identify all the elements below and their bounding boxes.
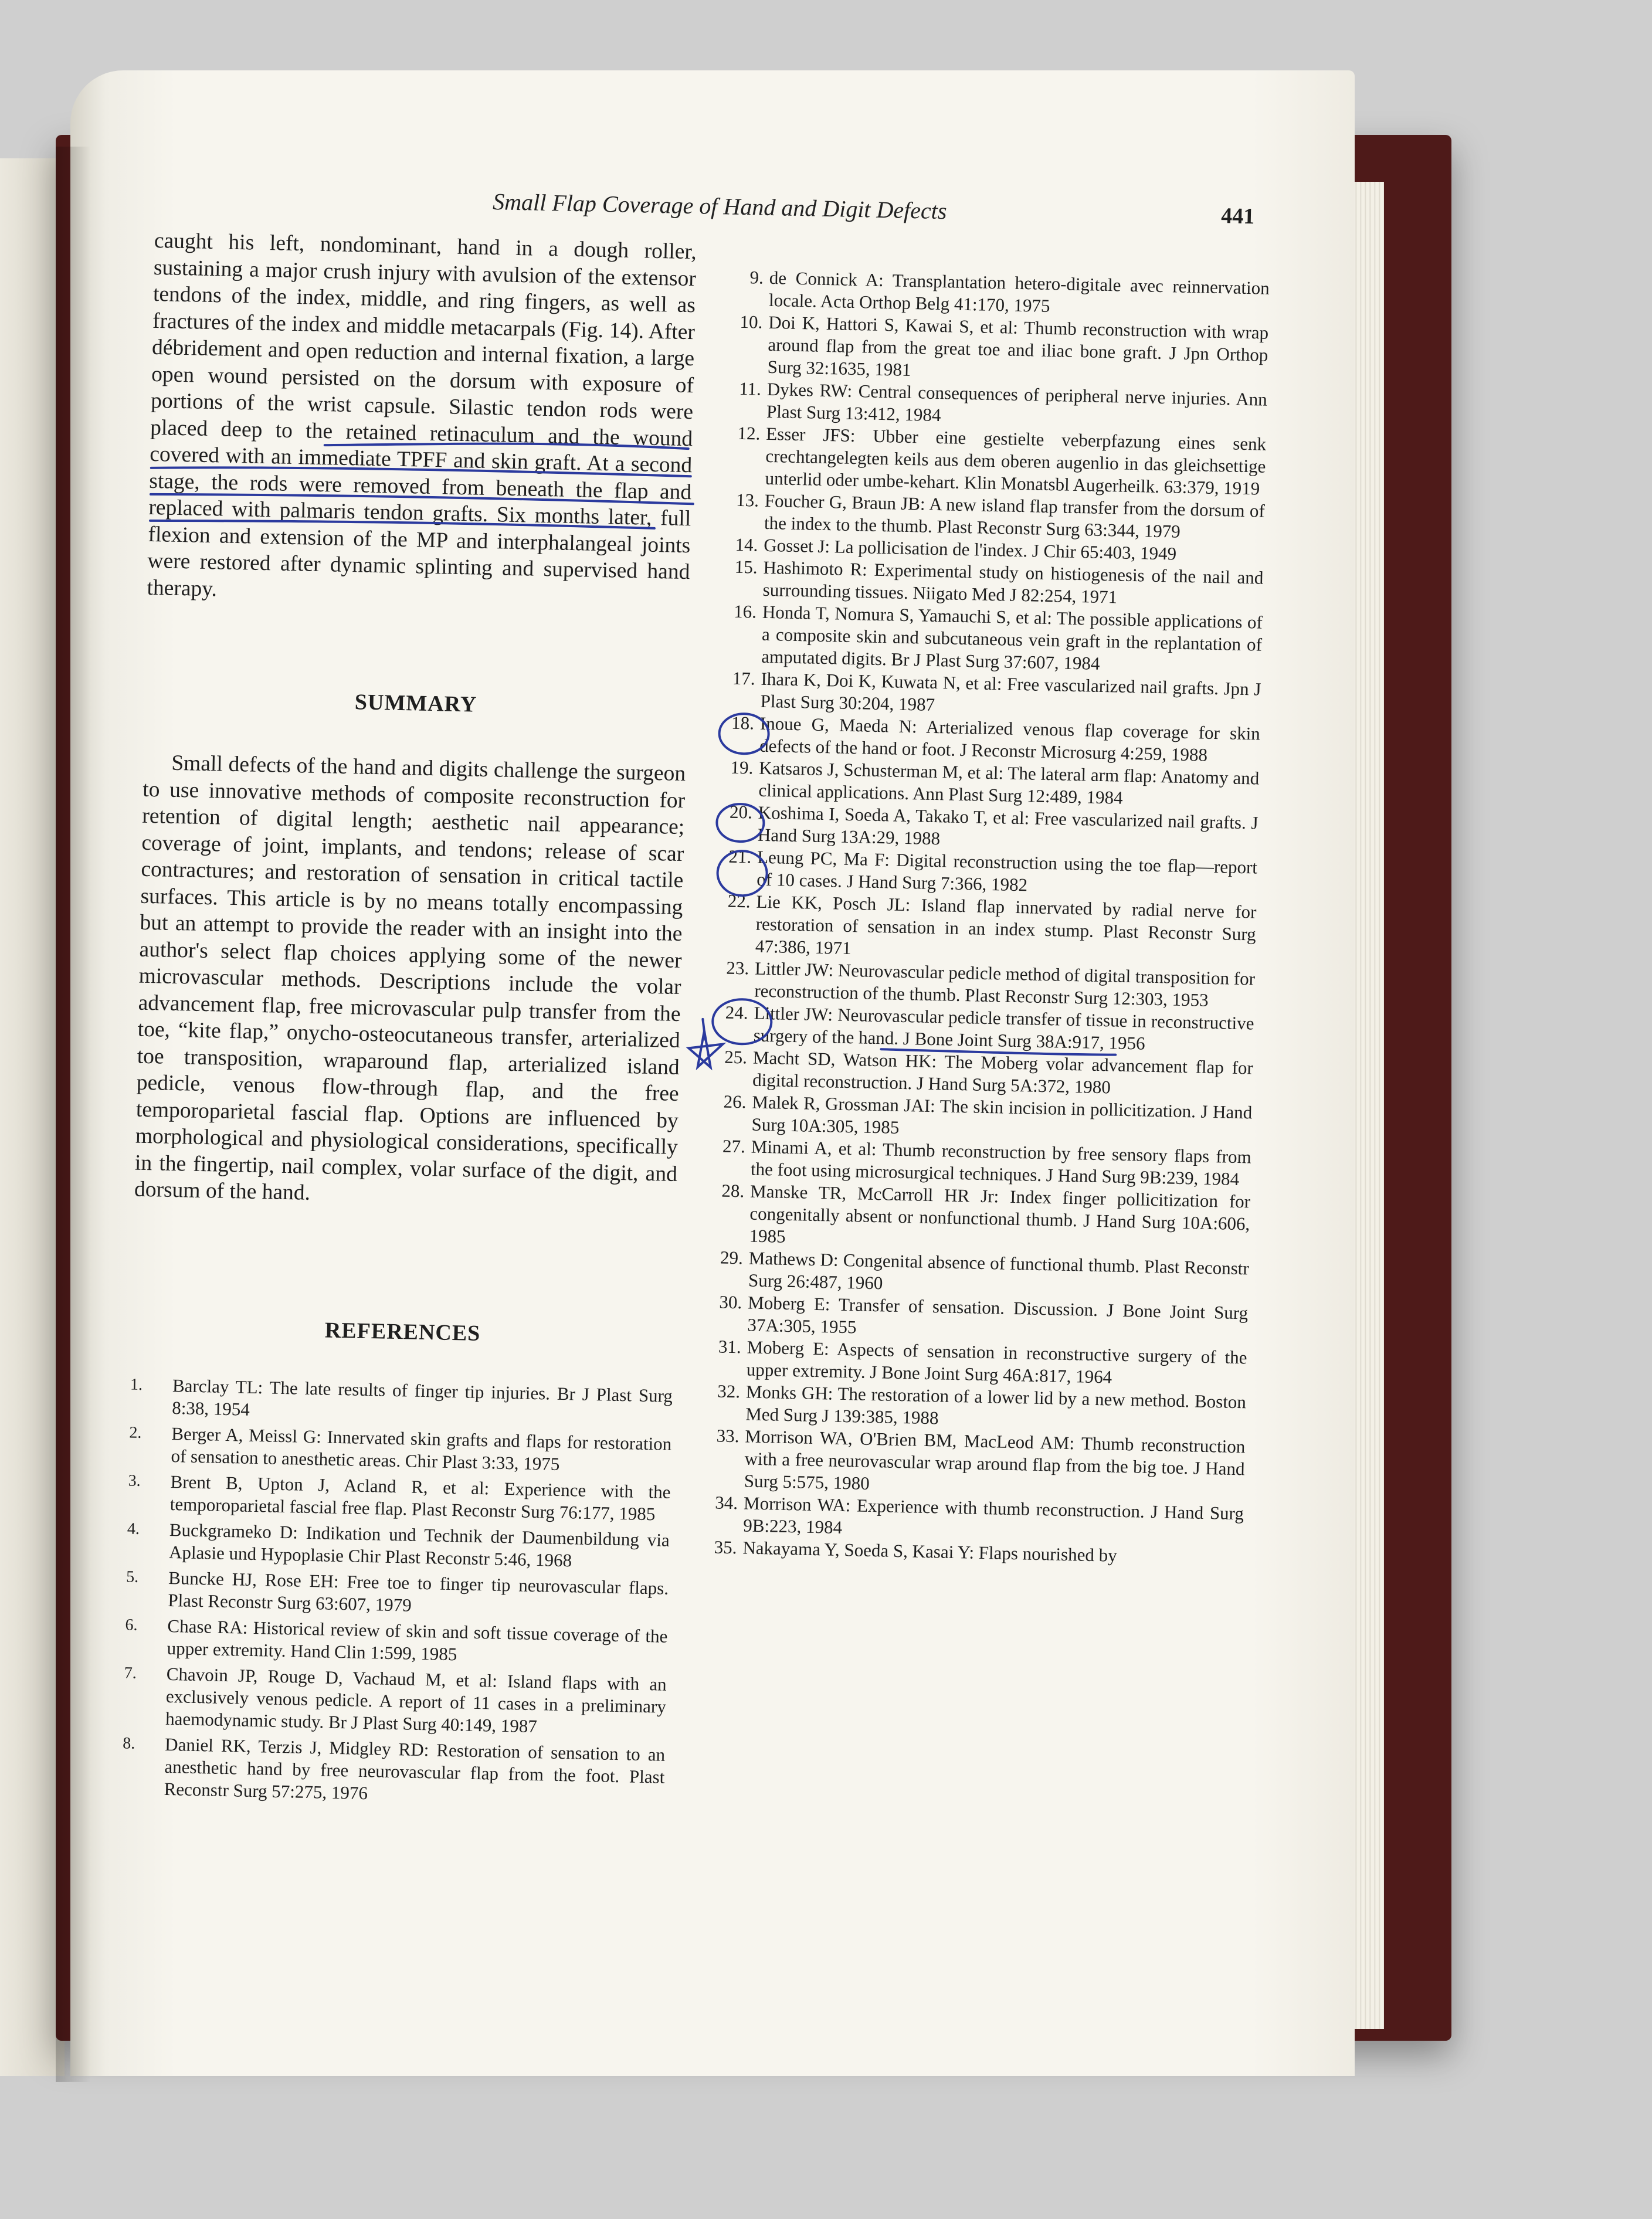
reference-text: Barclay TL: The late results of finger tip injuries. Br J Plast Surg 8:38, 1954 [171,1375,673,1420]
reference-number: 6. [125,1616,138,1634]
reference-number: 19. [730,756,754,778]
reference-number: 24. [725,1002,748,1023]
references-heading: REFERENCES [324,1318,481,1346]
reference-item [127,1470,670,1525]
reference-number: 2. [129,1423,142,1442]
reference-item [123,1662,667,1740]
reference-text: Buncke HJ, Rose EH: Free toe to finger tip neurovascular flaps. Plast Reconstr Surg 63:607, 1979 [168,1567,669,1616]
reference-number: 5. [125,1567,139,1586]
reference-text: Minami A, et al: Thumb reconstruction by free sensory flaps from the foot using microsurgical techniques. J Hand Surg 9B:239, 1984 [750,1136,1252,1190]
reference-number: 33. [716,1425,740,1447]
reference-text: Foucher G, Braun JB: A new island flap transfer from the dorsum of the index to the thumb. Plast Reconstr Surg 63:344, 1979 [764,490,1266,542]
reference-item [127,1518,670,1573]
reference-text: Leung PC, Ma F: Digital reconstruction using the toe flap—report of 10 cases. J Hand Surg 7:366, 1982 [757,846,1258,895]
reference-number: 12. [737,422,761,444]
reference-number: 11. [738,378,762,399]
reference-number: 10. [740,311,763,332]
reference-item [702,1424,1246,1502]
reference-number: 27. [722,1135,746,1157]
reference-text: Dykes RW: Central consequences of peripheral nerve injuries. Ann Plast Surg 13:412, 1984 [766,378,1268,426]
reference-number: 30. [719,1291,742,1313]
reference-text: Brent B, Upton J, Acland R, et al: Experience with the temporoparietal fascial free flap. Plast Reconstr Surg 76:177, 1985 [169,1471,671,1525]
reference-item [707,1179,1250,1257]
reference-number: 34. [715,1492,738,1514]
reference-text: de Connick A: Transplantation hetero-digitale avec reinnervation locale. Acta Orthop Belg 41:170, 1975 [768,267,1270,316]
reference-number: 13. [735,489,759,511]
reference-text: Littler JW: Neurovascular pedicle transfer of tissue in reconstructive surgery of the hand. J Bone Joint Surg 38A:917, 1956 [753,1002,1254,1054]
reference-text: Chavoin JP, Rouge D, Vachaud M, et al: Island flaps with an exclusively venous pedicle. A report of 11 cases in a preliminary haemodynamic study. Br J Plast Surg 40:149, 1987 [165,1663,667,1737]
reference-text: Chase RA: Historical review of skin and soft tissue coverage of the upper extremity. Hand Clin 1:599, 1985 [167,1615,668,1665]
reference-text: Monks GH: The restoration of a lower lid by a new method. Boston Med Surg J 139:385, 1988 [745,1381,1247,1429]
case-paragraph: caught his left, nondominant, hand in a dough roller, sustaining a major crush injury with avulsion of the extensor tendons of the index, middle, and ring fingers, as well as fractures of the index and middle metacarpals (Fig. 14). After débridement and open reduction and internal fixation, a large open wound persisted on the dorsum with exposure of portions of the wrist capsule. Silastic tendon rods were placed deep to the retained retinaculum and the wound covered with an immediate TPFF and skin graft. At a second stage, the rods were removed from beneath the flap and replaced with palmaris tendon grafts. Six months later, full flexion and extension of the MP and interphalangeal joints were restored after dynamic splinting and supervised hand therapy. [147,228,697,601]
reference-text: Nakayama Y, Soeda S, Kasai Y: Flaps nourished by [742,1537,1118,1566]
reference-text: Inoue G, Maeda N: Arterialized venous flap coverage for skin defects of the hand or foot. J Reconstr Microsurg 4:259, 1988 [759,712,1261,765]
summary-heading: SUMMARY [354,690,477,717]
reference-number: 28. [721,1180,745,1202]
reference-text: Malek R, Grossman JAI: The skin incision in pollicitization. J Hand Surg 10A:305, 1985 [751,1091,1253,1138]
reference-number: 21. [728,846,752,867]
reference-list-right [700,266,1270,1569]
summary-paragraph: Small defects of the hand and digits challenge the surgeon to use innovative methods of composite reconstruction for retention of digital length; aesthetic nail appearance; coverage of joint, implants, and tendons; release of scar contractures; and restoration of sensation in critical tactile surfaces. This article is by no means totally encompassing but an attempt to provide the reader with an insight into the author's select flap choices applying some of the newer microvascular methods. Descriptions include the volar advancement flap, free microvascular pulp transfer from the toe, “kite flap,” onycho-osteocutaneous transfer, arterialized toe transposition, wraparound flap, arterialized island pedicle, venous flow-through flap, and the free temporoparietal fascial flap. Options are influenced by morphological and physiological considerations, specifically in the fingertip, nail complex, volar surface of the digit, and dorsum of the hand. [134,751,686,1205]
reference-text: Hashimoto R: Experimental study on histiogenesis of the nail and surrounding tissues. Niigato Med J 82:254, 1971 [762,557,1264,608]
reference-text: Mathews D: Congenital absence of functional thumb. Plast Reconstr Surg 26:487, 1960 [748,1247,1250,1294]
reference-text: Gosset J: La pollicisation de l'index. J Chir 65:403, 1949 [763,534,1177,564]
reference-number: 22. [727,890,751,912]
reference-text: Moberg E: Aspects of sensation in reconstructive surgery of the upper extremity. J Bone Joint Surg 46A:817, 1964 [746,1336,1247,1387]
reference-text: Doi K, Hattori S, Kawai S, et al: Thumb reconstruction with wrap around flap from the great toe and iliac bone graft. J Jpn Orthop Surg 32:1635, 1981 [767,311,1269,381]
reference-item [125,1566,669,1621]
reference-number: 15. [734,556,758,578]
reference-number: 23. [726,957,749,979]
reference-number: 9. [749,267,764,288]
reference-text: Lie KK, Posch JL: Island flap innervated by radial nerve for restoration of sensation in an index stump. Plast Reconstr Surg 47:386, 1971 [755,891,1257,959]
reference-number: 20. [729,801,753,823]
reference-text: Manske TR, McCarroll HR Jr: Index finger pollicitization for congenitally absent or nonfunctional thumb. J Hand Surg 10A:606, 1985 [749,1180,1251,1247]
reference-number: 26. [723,1091,747,1112]
reference-item [121,1732,665,1810]
reference-item [722,422,1266,500]
reference-number: 3. [128,1471,141,1490]
reference-number: 29. [720,1247,744,1268]
reference-number: 8. [122,1734,135,1753]
reference-text: Littler JW: Neurovascular pedicle method of digital transposition for reconstruction of the thumb. Plast Reconstr Surg 12:303, 1953 [754,958,1256,1010]
reference-number: 16. [733,600,757,622]
reference-number: 31. [718,1336,742,1358]
reference-item [124,1614,667,1670]
reference-text: Berger A, Meissl G: Innervated skin grafts and flaps for restoration of sensation to anesthetic areas. Chir Plast 3:33, 1975 [171,1423,672,1474]
reference-text: Morrison WA: Experience with thumb reconstruction. J Hand Surg 9B:223, 1984 [742,1492,1244,1538]
reference-text: Esser JFS: Ubber eine gestielte veberpfazung eines senk crechtangelegten keils aus dem oberen augenlio in das gleichsettige unterlid oder umbe-kehart. Klin Monatsbl Augerheilk. 63:379, 1919 [765,423,1267,499]
reference-item [130,1374,673,1430]
reference-text: Macht SD, Watson HK: The Moberg volar advancement flap for digital reconstruction. J Hand Surg 5A:372, 1980 [752,1047,1254,1098]
reference-item [128,1422,671,1478]
reference-number: 35. [714,1536,737,1558]
reference-number: 17. [732,667,755,689]
reference-number: 14. [735,534,758,555]
reference-text: Honda T, Nomura S, Yamauchi S, et al: The possible applications of a composite skin and subcutaneous vein graft in the replantation of amputated digits. Br J Plast Surg 37:607, 1984 [761,601,1263,674]
reference-number: 25. [724,1046,748,1068]
reference-number: 18. [731,712,755,734]
reference-number: 32. [717,1380,741,1402]
reference-text: Buckgrameko D: Indikation und Technik der Daumenbildung via Aplasie und Hypoplasie Chir Plast Reconstr 5:46, 1968 [168,1519,670,1571]
reference-number: 7. [124,1664,137,1682]
running-title: Small Flap Coverage of Hand and Digit Defects [492,188,947,225]
reference-list-left [121,1374,673,1814]
reference-text: Daniel RK, Terzis J, Midgley RD: Restoration of sensation to an anesthetic hand by free neurovascular flap from the foot. Plast Reconstr Surg 57:275, 1976 [164,1733,666,1804]
reference-item [719,600,1263,678]
reference-text: Morrison WA, O'Brien BM, MacLeod AM: Thumb reconstruction with a free neurovascular wrap around flap from the big toe. J Hand Surg 5:575, 1980 [744,1426,1246,1494]
reference-item [725,310,1268,388]
reference-text: Ihara K, Doi K, Kuwata N, et al: Free vascularized nail grafts. Jpn J Plast Surg 30:204, 1987 [760,668,1261,715]
page-number: 441 [1220,203,1255,229]
reference-text: Katsaros J, Schusterman M, et al: The lateral arm flap: Anatomy and clinical applications. Ann Plast Surg 12:489, 1984 [758,757,1260,808]
reference-item [713,890,1257,968]
reference-number: 4. [127,1519,140,1538]
reference-text: Moberg E: Transfer of sensation. Discussion. J Bone Joint Surg 37A:305, 1955 [747,1292,1249,1338]
reference-text: Koshima I, Soeda A, Takako T, et al: Free vascularized nail grafts. J Hand Surg 13A:29, 1988 [757,802,1258,849]
reference-number: 1. [130,1375,143,1394]
